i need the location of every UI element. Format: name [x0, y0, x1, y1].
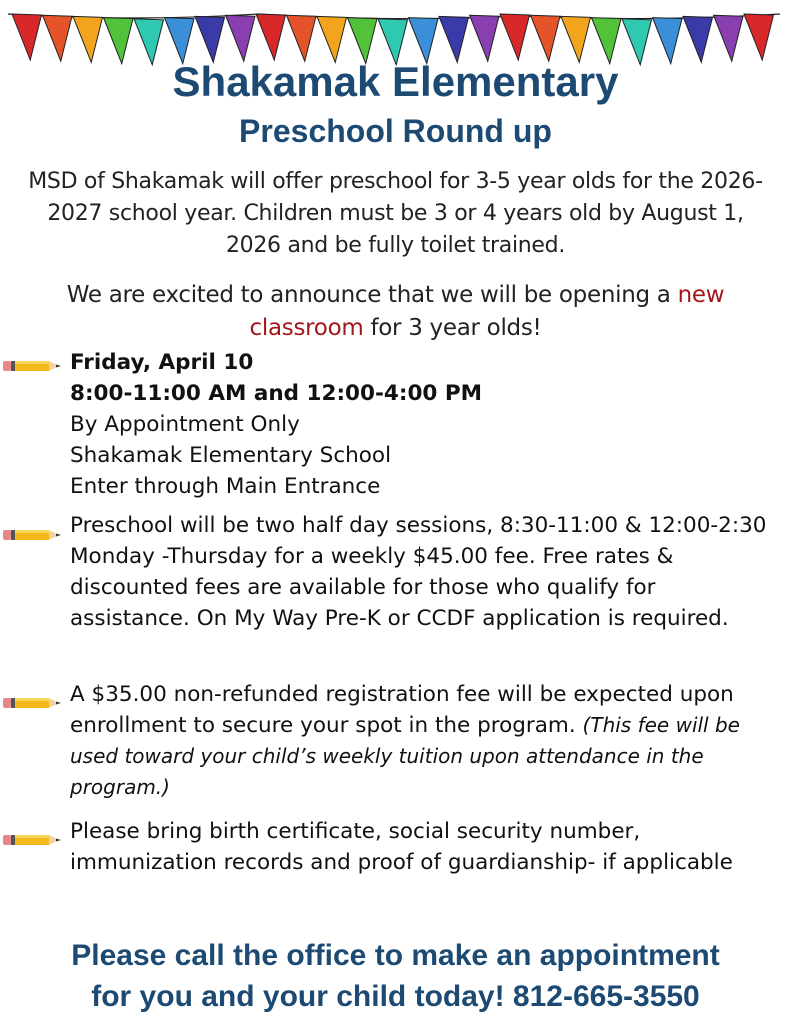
event-details	[70, 347, 770, 502]
pennant-flag	[256, 14, 286, 60]
documents-info: Please bring birth certificate, social security number, immunization records and proof of guardianship- if applicable	[70, 819, 733, 875]
pencil-icon	[3, 696, 63, 710]
pennant-flag	[653, 18, 683, 64]
page-title: Shakamak Elementary	[172, 58, 619, 105]
pennant-flag	[348, 18, 378, 64]
intro-text: MSD of Shakamak will offer preschool for 3-5 year olds for the 2026-2027 school year. Children must be 3 or 4 years old by August 1, 2026 and be fully toilet trained.	[28, 169, 763, 258]
pencil-icon	[3, 359, 63, 373]
event-time: 8:00-11:00 AM and 12:00-4:00 PM	[70, 381, 483, 406]
pennant-flag	[592, 18, 622, 64]
event-location: Shakamak Elementary School	[70, 443, 392, 468]
announcement	[0, 279, 791, 345]
pennant-flag	[500, 14, 530, 60]
event-date: Friday, April 10	[70, 350, 254, 375]
cta-line-2: for you and your child today! 812-665-3550	[91, 980, 700, 1013]
cta-line-1: Please call the office to make an appointment	[71, 939, 720, 972]
announce-text-end: for 3 year olds!	[363, 315, 542, 341]
pennant-flag	[561, 16, 591, 62]
pennant-flag	[714, 15, 744, 61]
pennant-flag	[195, 16, 225, 62]
fee-note: (This fee will be used toward your child’s weekly tuition upon attendance in the program.)	[70, 713, 740, 799]
pennant-flag	[531, 15, 561, 61]
pennant-flag	[43, 15, 73, 61]
pennant-flag	[439, 16, 469, 62]
registration-fee-info	[70, 679, 770, 803]
pennant-flag	[226, 15, 256, 61]
fee-text: A $35.00 non-refunded registration fee will be expected upon enrollment to secure your spot in the program.	[70, 682, 734, 738]
event-note: By Appointment Only	[70, 412, 300, 437]
pennant-flag	[165, 18, 195, 64]
new-classroom-highlight: new classroom	[249, 282, 725, 341]
page-subtitle: Preschool Round up	[239, 113, 552, 149]
pennant-flag	[287, 15, 317, 61]
pennant-flag	[683, 16, 713, 62]
pennant-flag	[317, 16, 347, 62]
pencil-icon	[3, 833, 63, 847]
pennant-flag	[744, 14, 774, 60]
pennant-flag	[409, 18, 439, 64]
event-entrance: Enter through Main Entrance	[70, 474, 381, 499]
pennant-flag	[104, 18, 134, 64]
pennant-flag	[73, 16, 103, 62]
pennant-flag	[12, 14, 42, 60]
pencil-icon	[3, 528, 63, 542]
sessions-info: Preschool will be two half day sessions, 8:30-11:00 & 12:00-2:30 Monday -Thursday for a weekly $45.00 fee. Free rates & discounted fees are available for those who qualify for assistance. On My Way Pre-K or CCDF application is required.	[70, 513, 767, 631]
announce-text: We are excited to announce that we will be opening a	[66, 282, 678, 308]
call-to-action	[0, 935, 791, 1017]
pennant-flag	[470, 15, 500, 61]
